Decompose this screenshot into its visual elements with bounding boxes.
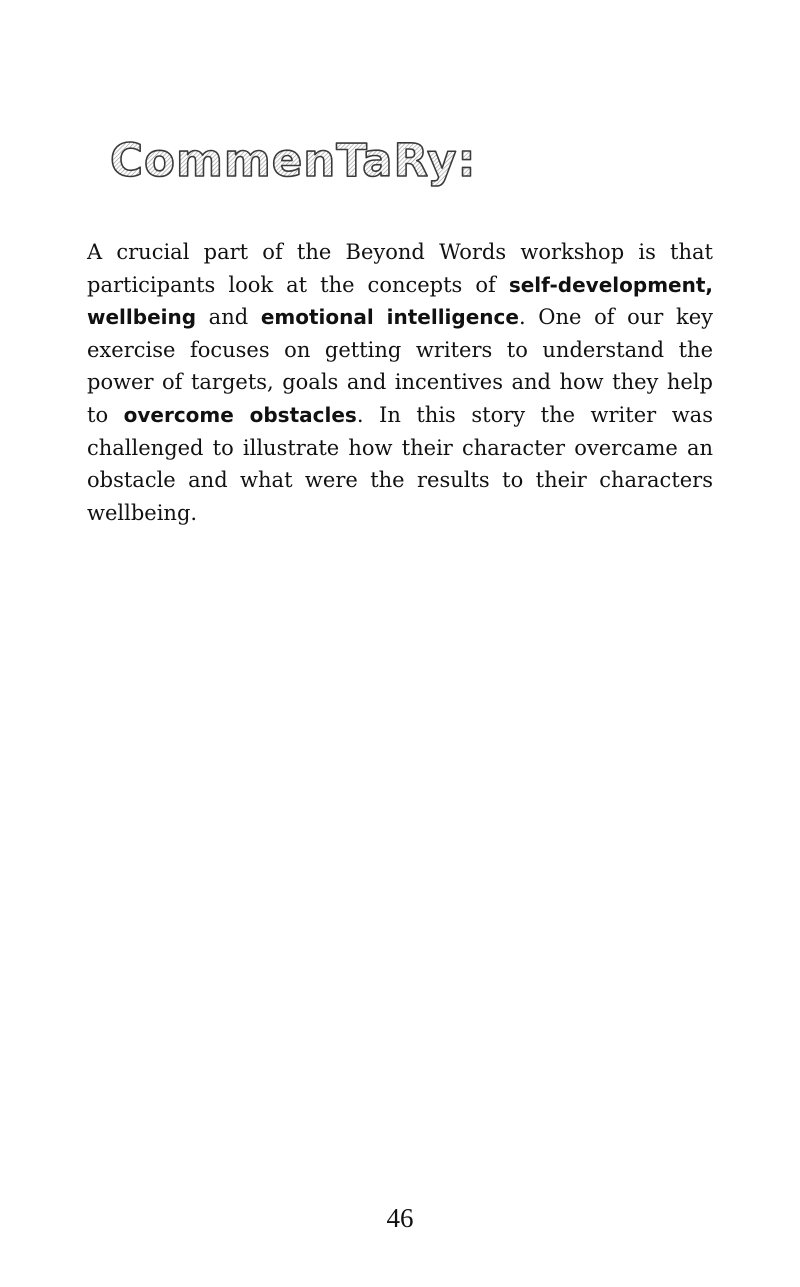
paragraph-text: A crucial part of the Beyond Words workshop is that participants look at the concepts of — [87, 240, 713, 297]
page-number: 46 — [386, 1203, 414, 1233]
commentary-heading — [108, 122, 477, 194]
term-overcome-obstacles: overcome obstacles — [123, 402, 357, 427]
commentary-heading-text: CommenTaRy: — [110, 134, 477, 187]
paragraph-text: . In this story the writer was challenged to illustrate how their character overcame an obstacle and what were the results to their characters wellbeing. — [87, 402, 713, 525]
term-emotional-intelligence: emotional intelligence — [260, 305, 519, 330]
commentary-paragraph — [87, 236, 713, 529]
paragraph-text: and — [196, 305, 261, 330]
term-self-development: self-development, — [508, 272, 713, 297]
term-wellbeing: wellbeing — [87, 305, 197, 330]
paragraph-text: . One of our key exercise focuses on getting writers to understand the power of targets, goals and incentives and how they help to — [87, 305, 713, 427]
